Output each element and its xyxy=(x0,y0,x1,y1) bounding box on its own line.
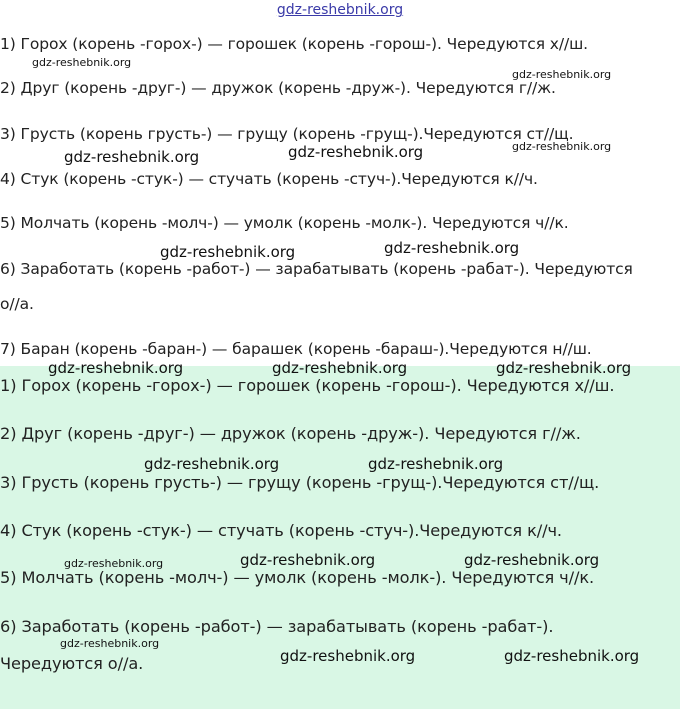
watermark: gdz-reshebnik.org xyxy=(60,637,160,650)
answer-a-line-7: о//а. xyxy=(0,295,34,313)
watermark: gdz-reshebnik.org xyxy=(464,551,600,569)
watermark: gdz-reshebnik.org xyxy=(160,243,296,261)
watermark: gdz-reshebnik.org xyxy=(240,551,376,569)
watermark: gdz-reshebnik.org xyxy=(64,148,200,166)
watermark: gdz-reshebnik.org xyxy=(368,455,504,473)
answer-b-line-5: 5) Молчать (корень -молч-) — умолк (корень -молк-). Чередуются ч//к. xyxy=(0,568,595,587)
watermark: gdz-reshebnik.org xyxy=(280,647,416,665)
watermark: gdz-reshebnik.org xyxy=(144,455,280,473)
answer-a-line-6: 6) Заработать (корень -работ-) — зарабатывать (корень -рабат-). Чередуются xyxy=(0,260,633,278)
watermark: gdz-reshebnik.org xyxy=(64,557,164,570)
answer-b-line-1: 1) Горох (корень -горох-) — горошек (корень -горош-). Чередуются х//ш. xyxy=(0,376,615,395)
answer-b-line-2: 2) Друг (корень -друг-) — дружок (корень -друж-). Чередуются г//ж. xyxy=(0,424,581,443)
answer-a-line-3: 3) Грусть (корень грусть-) — грущу (корень -грущ-).Чередуются ст//щ. xyxy=(0,125,574,143)
answer-a-line-4: 4) Стук (корень -стук-) — стучать (корень -стуч-).Чередуются к//ч. xyxy=(0,170,538,188)
watermark: gdz-reshebnik.org xyxy=(32,56,132,69)
watermark: gdz-reshebnik.org xyxy=(504,647,640,665)
site-header[interactable]: gdz-reshebnik.org xyxy=(276,2,404,18)
answer-a-line-2: 2) Друг (корень -друг-) — дружок (корень -друж-). Чередуются г//ж. xyxy=(0,79,556,97)
watermark: gdz-reshebnik.org xyxy=(288,143,424,161)
answer-a-line-8: 7) Баран (корень -баран-) — барашек (корень -бараш-).Чередуются н//ш. xyxy=(0,340,592,358)
watermark: gdz-reshebnik.org xyxy=(496,359,632,377)
watermark: gdz-reshebnik.org xyxy=(512,140,612,153)
answer-a-line-5: 5) Молчать (корень -молч-) — умолк (корень -молк-). Чередуются ч//к. xyxy=(0,214,569,232)
watermark: gdz-reshebnik.org xyxy=(272,359,408,377)
answer-b-line-3: 3) Грусть (корень грусть-) — грущу (корень -грущ-).Чередуются ст//щ. xyxy=(0,473,600,492)
watermark: gdz-reshebnik.org xyxy=(48,359,184,377)
answer-a-line-1: 1) Горох (корень -горох-) — горошек (корень -горош-). Чередуются х//ш. xyxy=(0,35,589,53)
answer-b-line-6: 6) Заработать (корень -работ-) — зарабатывать (корень -рабат-). xyxy=(0,617,554,636)
watermark: gdz-reshebnik.org xyxy=(512,68,612,81)
answer-b-line-4: 4) Стук (корень -стук-) — стучать (корень -стуч-).Чередуются к//ч. xyxy=(0,521,562,540)
watermark: gdz-reshebnik.org xyxy=(384,239,520,257)
answer-b-line-7: Чередуются о//а. xyxy=(0,654,144,673)
